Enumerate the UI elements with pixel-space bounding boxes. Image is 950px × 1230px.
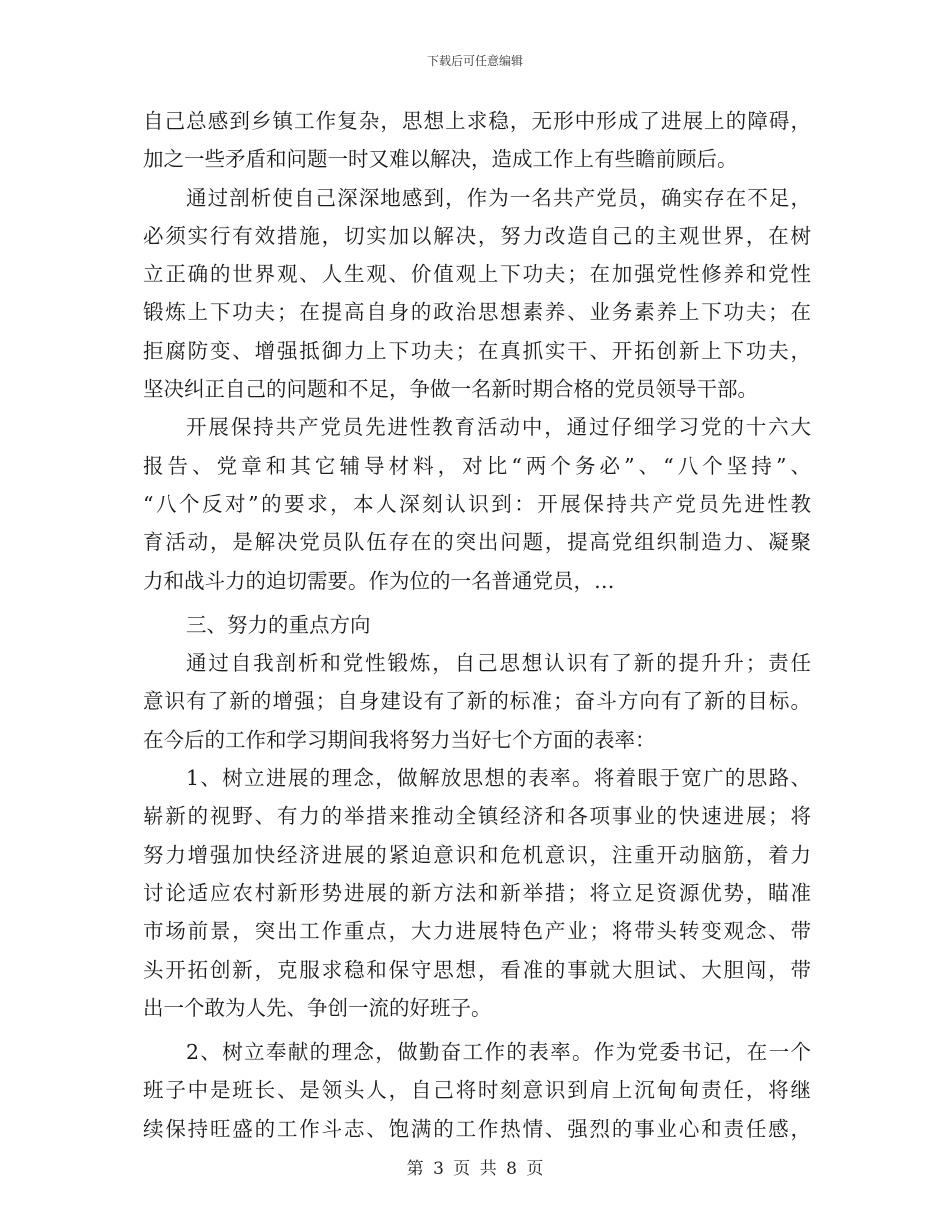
text-line: 报告、党章和其它辅导材料，对比“两个务必”、“八个坚持”、 [143, 453, 811, 478]
text-line: 拒腐防变、增强抵御力上下功夫；在真抓实干、开拓创新上下功夫， [143, 338, 811, 363]
text-line: 力和战斗力的迫切需要。作为位的一名普通党员，… [143, 568, 615, 593]
text-line: 育活动，是解决党员队伍存在的突出问题，提高党组织制造力、凝聚 [143, 530, 811, 555]
text-line: 出一个敢为人先、争创一流的好班子。 [143, 995, 492, 1020]
text-line: 头开拓创新，克服求稳和保守思想，看准的事就大胆试、大胆闯，带 [143, 957, 811, 982]
page-header: 下载后可任意编辑 [426, 54, 523, 68]
text-line: 意识有了新的增强；自身建设有了新的标准；奋斗方向有了新的目标。 [143, 689, 811, 714]
text-line: 自己总感到乡镇工作复杂，思想上求稳，无形中形成了进展上的障碍， [143, 109, 811, 133]
text-line: 通过自我剖析和党性锻炼，自己思想认识有了新的提升升；责任 [186, 651, 811, 676]
page-footer: 第 3 页 共 8 页 [406, 1159, 544, 1179]
text-line: 续保持旺盛的工作斗志、饱满的工作热情、强烈的事业心和责任感， [143, 1116, 811, 1141]
text-line: 通过剖析使自己深深地感到，作为一名共产党员，确实存在不足， [186, 185, 811, 210]
text-line: 1、树立进展的理念，做解放思想的表率。将着眼于宽广的思路、 [186, 766, 811, 791]
text-line: 锻炼上下功夫；在提高自身的政治思想素养、业务素养上下功夫；在 [143, 300, 811, 325]
text-line: 班子中是班长、是领头人，自己将时刻意识到肩上沉甸甸责任，将继 [143, 1078, 811, 1103]
text-line: 讨论适应农村新形势进展的新方法和新举措；将立足资源优势，瞄准 [143, 880, 811, 905]
text-line: 立正确的世界观、人生观、价值观上下功夫；在加强党性修养和党性 [143, 262, 811, 287]
text-line: 在今后的工作和学习期间我将努力当好七个方面的表率： [143, 727, 656, 752]
text-line: 三、努力的重点方向 [186, 612, 371, 637]
text-line: “八个反对”的要求，本人深刻认识到：开展保持共产党员先进性教 [143, 491, 811, 516]
text-line: 开展保持共产党员先进性教育活动中，通过仔细学习党的十六大 [186, 415, 811, 440]
text-line: 坚决纠正自己的问题和不足，争做一名新时期合格的党员领导干部。 [143, 377, 758, 402]
text-line: 2、树立奉献的理念，做勤奋工作的表率。作为党委书记，在一个 [186, 1040, 811, 1065]
body-text [143, 102, 811, 1148]
text-line: 必须实行有效措施，切实加以解决，努力改造自己的主观世界，在树 [143, 223, 811, 248]
text-line: 加之一些矛盾和问题一时又难以解决，造成工作上有些瞻前顾后。 [143, 147, 738, 172]
text-line: 崭新的视野、有力的举措来推动全镇经济和各项事业的快速进展；将 [143, 804, 811, 829]
text-line: 市场前景，突出工作重点，大力进展特色产业；将带头转变观念、带 [143, 919, 811, 944]
text-line: 努力增强加快经济进展的紧迫意识和危机意识，注重开动脑筋，着力 [143, 842, 811, 867]
